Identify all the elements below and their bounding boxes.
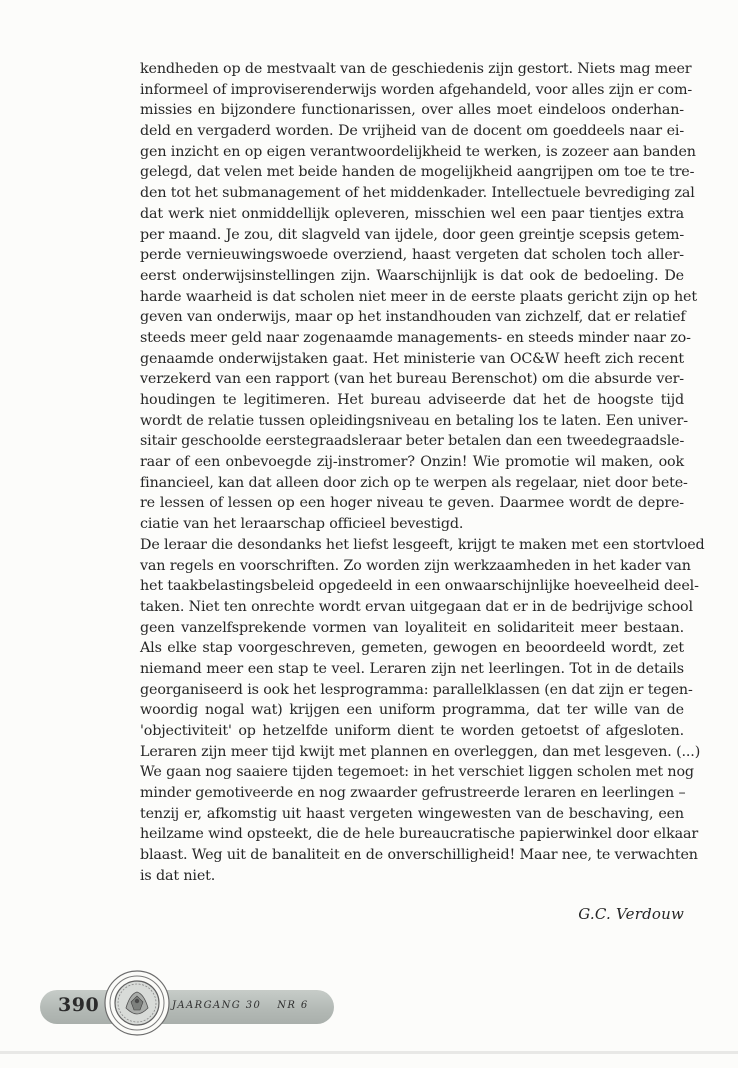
text-line: niemand meer een stap te veel. Leraren zijn net leerlingen. Tot in de details: [140, 660, 684, 677]
text-line: minder gemotiveerde en nog zwaarder gefrustreerde leraren en leerlingen –: [140, 785, 686, 802]
text-line: sitair geschoolde eerstegraadsleraar beter betalen dan een tweedegraadsle-: [140, 433, 685, 450]
text-line: financieel, kan dat alleen door zich op te werpen als regelaar, niet door bete-: [140, 474, 688, 491]
text-line: eerst onderwijsinstellingen zijn. Waarschijnlijk is dat ook de bedoeling. De: [140, 267, 684, 284]
text-line: verzekerd van een rapport (van het bureau Berenschot) om die absurde ver-: [140, 371, 684, 388]
text-line: kendheden op de mestvaalt van de geschiedenis zijn gestort. Niets mag meer: [140, 61, 692, 77]
text-line: raar of een onbevoegde zij-instromer? Onzin! Wie promotie wil maken, ook: [140, 454, 684, 471]
text-line: deld en vergaderd worden. De vrijheid van de docent om goeddeels naar ei-: [140, 123, 684, 140]
text-line: missies en bijzondere functionarissen, over alles moet eindeloos onderhan-: [140, 102, 684, 119]
text-line: blaast. Weg uit de banaliteit en de onverschilligheid! Maar nee, te verwachten: [140, 847, 698, 864]
text-line: taken. Niet ten onrechte wordt ervan uitgegaan dat er in de bedrijvige school: [140, 598, 693, 615]
text-line: genaamde onderwijstaken gaat. Het ministerie van OC&W heeft zich recent: [140, 350, 684, 367]
paragraph-end-line: ciatie van het leraarschap officieel bevestigd.: [140, 516, 464, 533]
text-line: geen vanzelfsprekende vormen van loyaliteit en solidariteit meer bestaan.: [140, 619, 684, 636]
volume-label: JAARGANG 30: [172, 1000, 262, 1011]
text-line: Als elke stap voorgeschreven, gemeten, gewogen en beoordeeld wordt, zet: [140, 640, 684, 657]
text-line: gen inzicht en op eigen verantwoordelijkheid te werken, is zozeer aan banden: [140, 143, 696, 160]
text-line: re lessen of lessen op een hoger niveau te geven. Daarmee wordt de depre-: [140, 495, 684, 512]
author-signature: G.C. Verdouw: [578, 905, 684, 923]
article-body: [140, 59, 705, 887]
text-line: steeds meer geld naar zogenaamde managements- en steeds minder naar zo-: [140, 329, 691, 346]
text-line: gelegd, dat velen met beide handen de mogelijkheid aangrijpen om toe te tre-: [140, 164, 695, 181]
text-line: geven van onderwijs, maar op het instandhouden van zichzelf, dat er relatief: [140, 309, 686, 326]
text-line: van regels en voorschriften. Zo worden zijn werkzaamheden in het kader van: [140, 557, 691, 574]
footer-issue-info: [172, 1000, 325, 1011]
text-line: wordt de relatie tussen opleidingsniveau en betaling los te laten. Een univer-: [140, 412, 688, 429]
text-line: houdingen te legitimeren. Het bureau adviseerde dat het de hoogste tijd: [140, 392, 684, 408]
text-line: harde waarheid is dat scholen niet meer in de eerste plaats gericht zijn op het: [140, 288, 697, 305]
text-line: dat werk niet onmiddellijk opleveren, misschien wel een paar tientjes extra: [140, 205, 684, 222]
page-bottom-rule: [0, 1051, 738, 1054]
text-line: 'objectiviteit' op hetzelfde uniform dient te worden getoetst of afgesloten.: [140, 723, 684, 739]
text-line: per maand. Je zou, dit slagveld van ijdele, door geen greintje scepsis getem-: [140, 226, 684, 243]
issue-label: NR 6: [277, 1000, 309, 1011]
text-line: De leraar die desondanks het liefst lesgeeft, krijgt te maken met een stortvloed: [140, 536, 705, 553]
text-line: het taakbelastingsbeleid opgedeeld in een onwaarschijnlijke hoeveelheid deel-: [140, 578, 699, 595]
text-line: tenzij er, afkomstig uit haast vergeten wingewesten van de beschaving, een: [140, 805, 684, 822]
text-line: woordig nogal wat) krijgen een uniform programma, dat ter wille van de: [140, 702, 684, 719]
text-line: den tot het submanagement of het middenkader. Intellectuele bevrediging zal: [140, 185, 695, 202]
text-line: heilzame wind opsteekt, die de hele bureaucratische papierwinkel door elkaar: [140, 826, 699, 843]
paragraph-end-line: is dat niet.: [140, 867, 216, 884]
text-line: Leraren zijn meer tijd kwijt met plannen en overleggen, dan met lesgeven. (...): [140, 743, 701, 760]
text-line: We gaan nog saaiere tijden tegemoet: in het verschiet liggen scholen met nog: [140, 764, 694, 781]
text-line: perde vernieuwingswoede overziend, haast vergeten dat scholen toch aller-: [140, 247, 684, 264]
text-line: informeel of improviserenderwijs worden afgehandeld, voor alles zijn er com-: [140, 81, 693, 98]
publication-seal-icon: [104, 970, 170, 1036]
page-number: 390: [58, 994, 100, 1016]
seal-graphic: [104, 970, 170, 1036]
text-line: georganiseerd is ook het lesprogramma: parallelklassen (en dat zijn er tegen-: [140, 681, 693, 698]
